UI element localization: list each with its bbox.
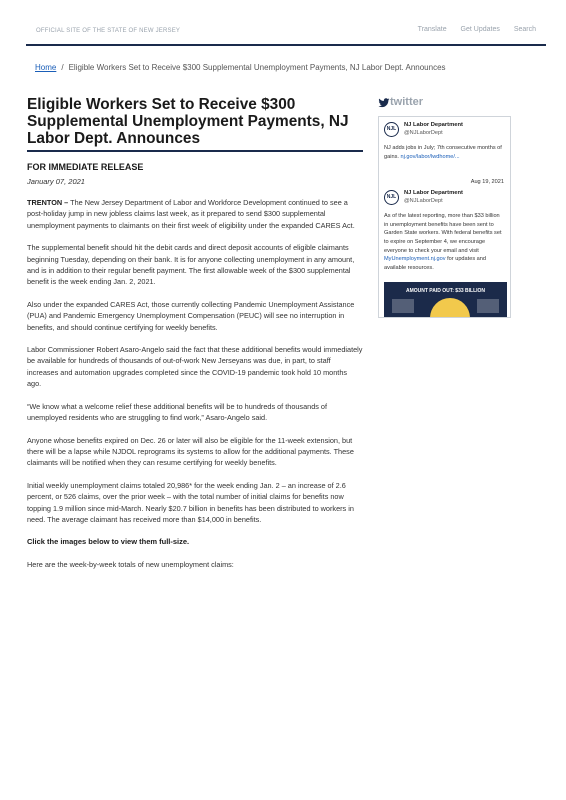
- tweet-link[interactable]: nj.gov/labor/lwdhome/...: [400, 153, 460, 160]
- get-updates-link[interactable]: Get Updates: [460, 26, 500, 33]
- twitter-bird-icon: [378, 97, 390, 109]
- tweet[interactable]: [379, 117, 510, 161]
- article-paragraph: [27, 197, 363, 231]
- article-paragraph: Here are the week-by-week totals of new unemployment claims:: [27, 559, 234, 569]
- twitter-label: twitter: [390, 96, 423, 108]
- tweet-text: [384, 144, 505, 161]
- official-site-label: OFFICIAL SITE OF THE STATE OF NEW JERSEY: [36, 28, 181, 34]
- twitter-header[interactable]: [378, 96, 511, 112]
- tweet-link[interactable]: MyUnemployment.nj.gov: [384, 256, 446, 263]
- breadcrumb-current: Eligible Workers Set to Receive $300 Supplemental Unemployment Payments, NJ Labor Dept. Announces: [68, 63, 446, 72]
- search-link[interactable]: Search: [513, 26, 536, 33]
- article-paragraph: Also under the expanded CARES Act, those currently collecting Pandemic Unemployment Assistance (PUA) and Pandemic Emergency Unemployment Compensation (PEUC) will see no interruption in benefits, and should continue certifying for weekly benefits.: [27, 299, 355, 332]
- tweet[interactable]: [379, 185, 510, 318]
- article-paragraph: Labor Commissioner Robert Asaro-Angelo said the fact that these additional benefits would immediately be available for hundreds of thousands of out-of-work New Jerseyans was due, in part, to staff increases and automation upgrades completed since the COVID-19 pandemic took hold 10 months ago.: [27, 345, 363, 389]
- breadcrumb-separator: /: [61, 63, 64, 72]
- twitter-feed[interactable]: [378, 116, 511, 318]
- tweet-body: NJ adds jobs in July; 7th consecutive months of gains.: [384, 145, 502, 160]
- translate-link[interactable]: Translate: [417, 26, 447, 33]
- tweet-text: [384, 212, 505, 272]
- tweet-author-handle: @NJLaborDept: [404, 198, 443, 205]
- release-date: January 07, 2021: [27, 177, 85, 186]
- click-images-note: Click the images below to view them full-size.: [27, 537, 190, 547]
- tweet-author-name: NJ Labor Department: [404, 190, 463, 197]
- dateline: TRENTON –: [27, 198, 69, 207]
- article-paragraph: Initial weekly unemployment claims totaled 20,986* for the week ending Jan. 2 – an increase of 2.6 percent, or 526 claims, over the prior week – with the total number of initial claims for benefits now topping 1.9 million since mid-March. Nearly $20.7 billion in benefits has been distributed to workers in need. The average claimant has received more than $14,000 in benefits.: [27, 480, 354, 524]
- infographic-panel: [477, 299, 499, 313]
- tweet-infographic-image[interactable]: [384, 282, 507, 318]
- infographic-title: AMOUNT PAID OUT: $33 BILLION: [405, 288, 486, 295]
- tweet-author[interactable]: [384, 190, 505, 208]
- page-title: Eligible Workers Set to Receive $300 Supplemental Unemployment Payments, NJ Labor Dept. Announces: [27, 96, 363, 152]
- tweet-author[interactable]: [384, 122, 505, 140]
- avatar[interactable]: NJL: [384, 122, 399, 137]
- tweet-body: As of the latest reporting, more than $33 billion in unemployment benefits have been sent to Garden State workers. With federal benefits set to expire on September 4, we encourage everyone to check your email and visit: [384, 213, 502, 254]
- article-paragraph: “We know what a welcome relief these additional benefits will be to hundreds of thousands of unemployed residents who are struggling to find work,” Asaro-Angelo said.: [27, 401, 328, 423]
- paragraph-text: The New Jersey Department of Labor and Workforce Development continued to see a post-holiday jump in new jobless claims last week, as it prepared to send $300 supplemental unemployment payments to claimants on their first week of eligibility under the expanded CARES Act.: [27, 198, 355, 230]
- infographic-chart: [430, 298, 470, 318]
- infographic-panel: [392, 299, 414, 313]
- article-paragraph: The supplemental benefit should hit the debit cards and direct deposit accounts of eligible claimants beginning Tuesday, depending on their bank. It is for anyone collecting unemployment in any amount, and is in addition to their regular benefit payment. The first allowable week of the $300 supplemental benefit is the week ending Jan. 2, 2021.: [27, 243, 355, 287]
- article-paragraph: Anyone whose benefits expired on Dec. 26 or later will also be eligible for the 11-week extension, but there will be a lapse while NJDOL reprograms its systems to allow for the additional payments. These claimants will be notified when they can resume certifying for weekly benefits.: [27, 435, 354, 468]
- top-nav: [406, 26, 536, 33]
- breadcrumb: [35, 63, 446, 72]
- site-header: [26, 0, 546, 46]
- article: [27, 96, 363, 570]
- tweet-body-end: for updates and available resources.: [384, 256, 486, 271]
- tweet-author-name: NJ Labor Department: [404, 122, 463, 128]
- breadcrumb-home-link[interactable]: Home: [35, 63, 57, 72]
- avatar[interactable]: NJL: [384, 190, 399, 205]
- release-label: FOR IMMEDIATE RELEASE: [27, 162, 144, 172]
- twitter-sidebar: [378, 96, 511, 318]
- tweet-date: Aug 19, 2021: [470, 179, 504, 186]
- tweet-author-handle: @NJLaborDept: [404, 130, 443, 136]
